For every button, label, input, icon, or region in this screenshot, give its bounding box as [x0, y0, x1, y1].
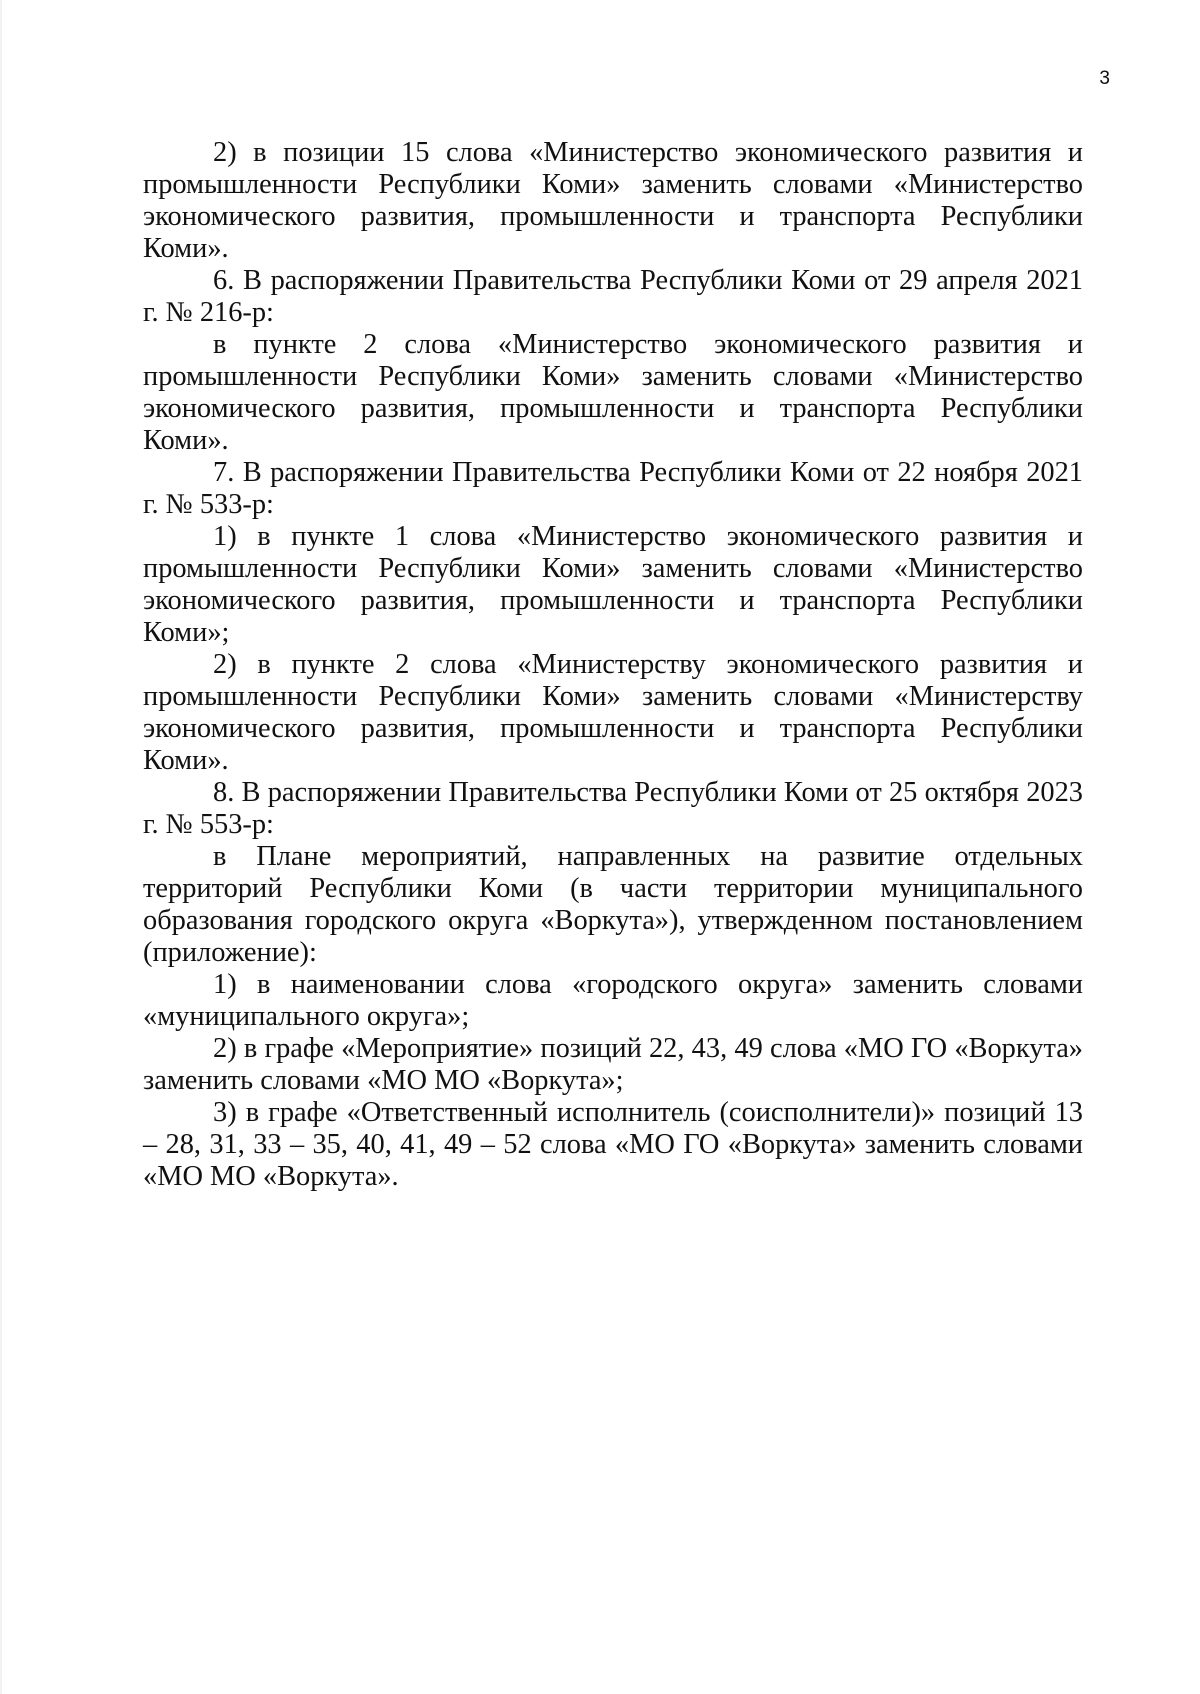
paragraph-8-item-3: 3) в графе «Ответственный исполнитель (соисполнители)» позиций 13 – 28, 31, 33 – 35, 40, 41, 49 – 52 слова «МО ГО «Воркута» заменить словами «МО МО «Воркута». [143, 1097, 1083, 1192]
paragraph-6-item: в пункте 2 слова «Министерство экономического развития и промышленности Республики Коми» заменить словами «Министерство экономического развития, промышленности и транспорта Республики Коми». [143, 329, 1083, 456]
paragraph-8-heading: 8. В распоряжении Правительства Республики Коми от 25 октября 2023 г. № 553-р: [143, 777, 1083, 840]
scan-edge [0, 0, 2, 1694]
paragraph-7-heading: 7. В распоряжении Правительства Республики Коми от 22 ноября 2021 г. № 533-р: [143, 457, 1083, 520]
paragraph-7-item-2: 2) в пункте 2 слова «Министерству экономического развития и промышленности Республики Коми» заменить словами «Министерству экономического развития, промышленности и транспорта Республики Коми». [143, 649, 1083, 776]
paragraph-6-heading: 6. В распоряжении Правительства Республики Коми от 29 апреля 2021 г. № 216-р: [143, 265, 1083, 328]
paragraph-7-item-1: 1) в пункте 1 слова «Министерство экономического развития и промышленности Республики Коми» заменить словами «Министерство экономического развития, промышленности и транспорта Республики Коми»; [143, 521, 1083, 648]
page-number: 3 [1099, 68, 1110, 89]
paragraph-8-item-1: 1) в наименовании слова «городского округа» заменить словами «муниципального округа»; [143, 969, 1083, 1032]
paragraph-8-item-2: 2) в графе «Мероприятие» позиций 22, 43, 49 слова «МО ГО «Воркута» заменить словами «МО МО «Воркута»; [143, 1033, 1083, 1096]
document-body [143, 137, 1083, 1193]
paragraph-2-item-position-15: 2) в позиции 15 слова «Министерство экономического развития и промышленности Республики Коми» заменить словами «Министерство экономического развития, промышленности и транспорта Республики Коми». [143, 137, 1083, 264]
paragraph-8-intro: в Плане мероприятий, направленных на развитие отдельных территорий Республики Коми (в части территории муниципального образования городского округа «Воркута»), утвержденном постановлением (приложение): [143, 841, 1083, 968]
